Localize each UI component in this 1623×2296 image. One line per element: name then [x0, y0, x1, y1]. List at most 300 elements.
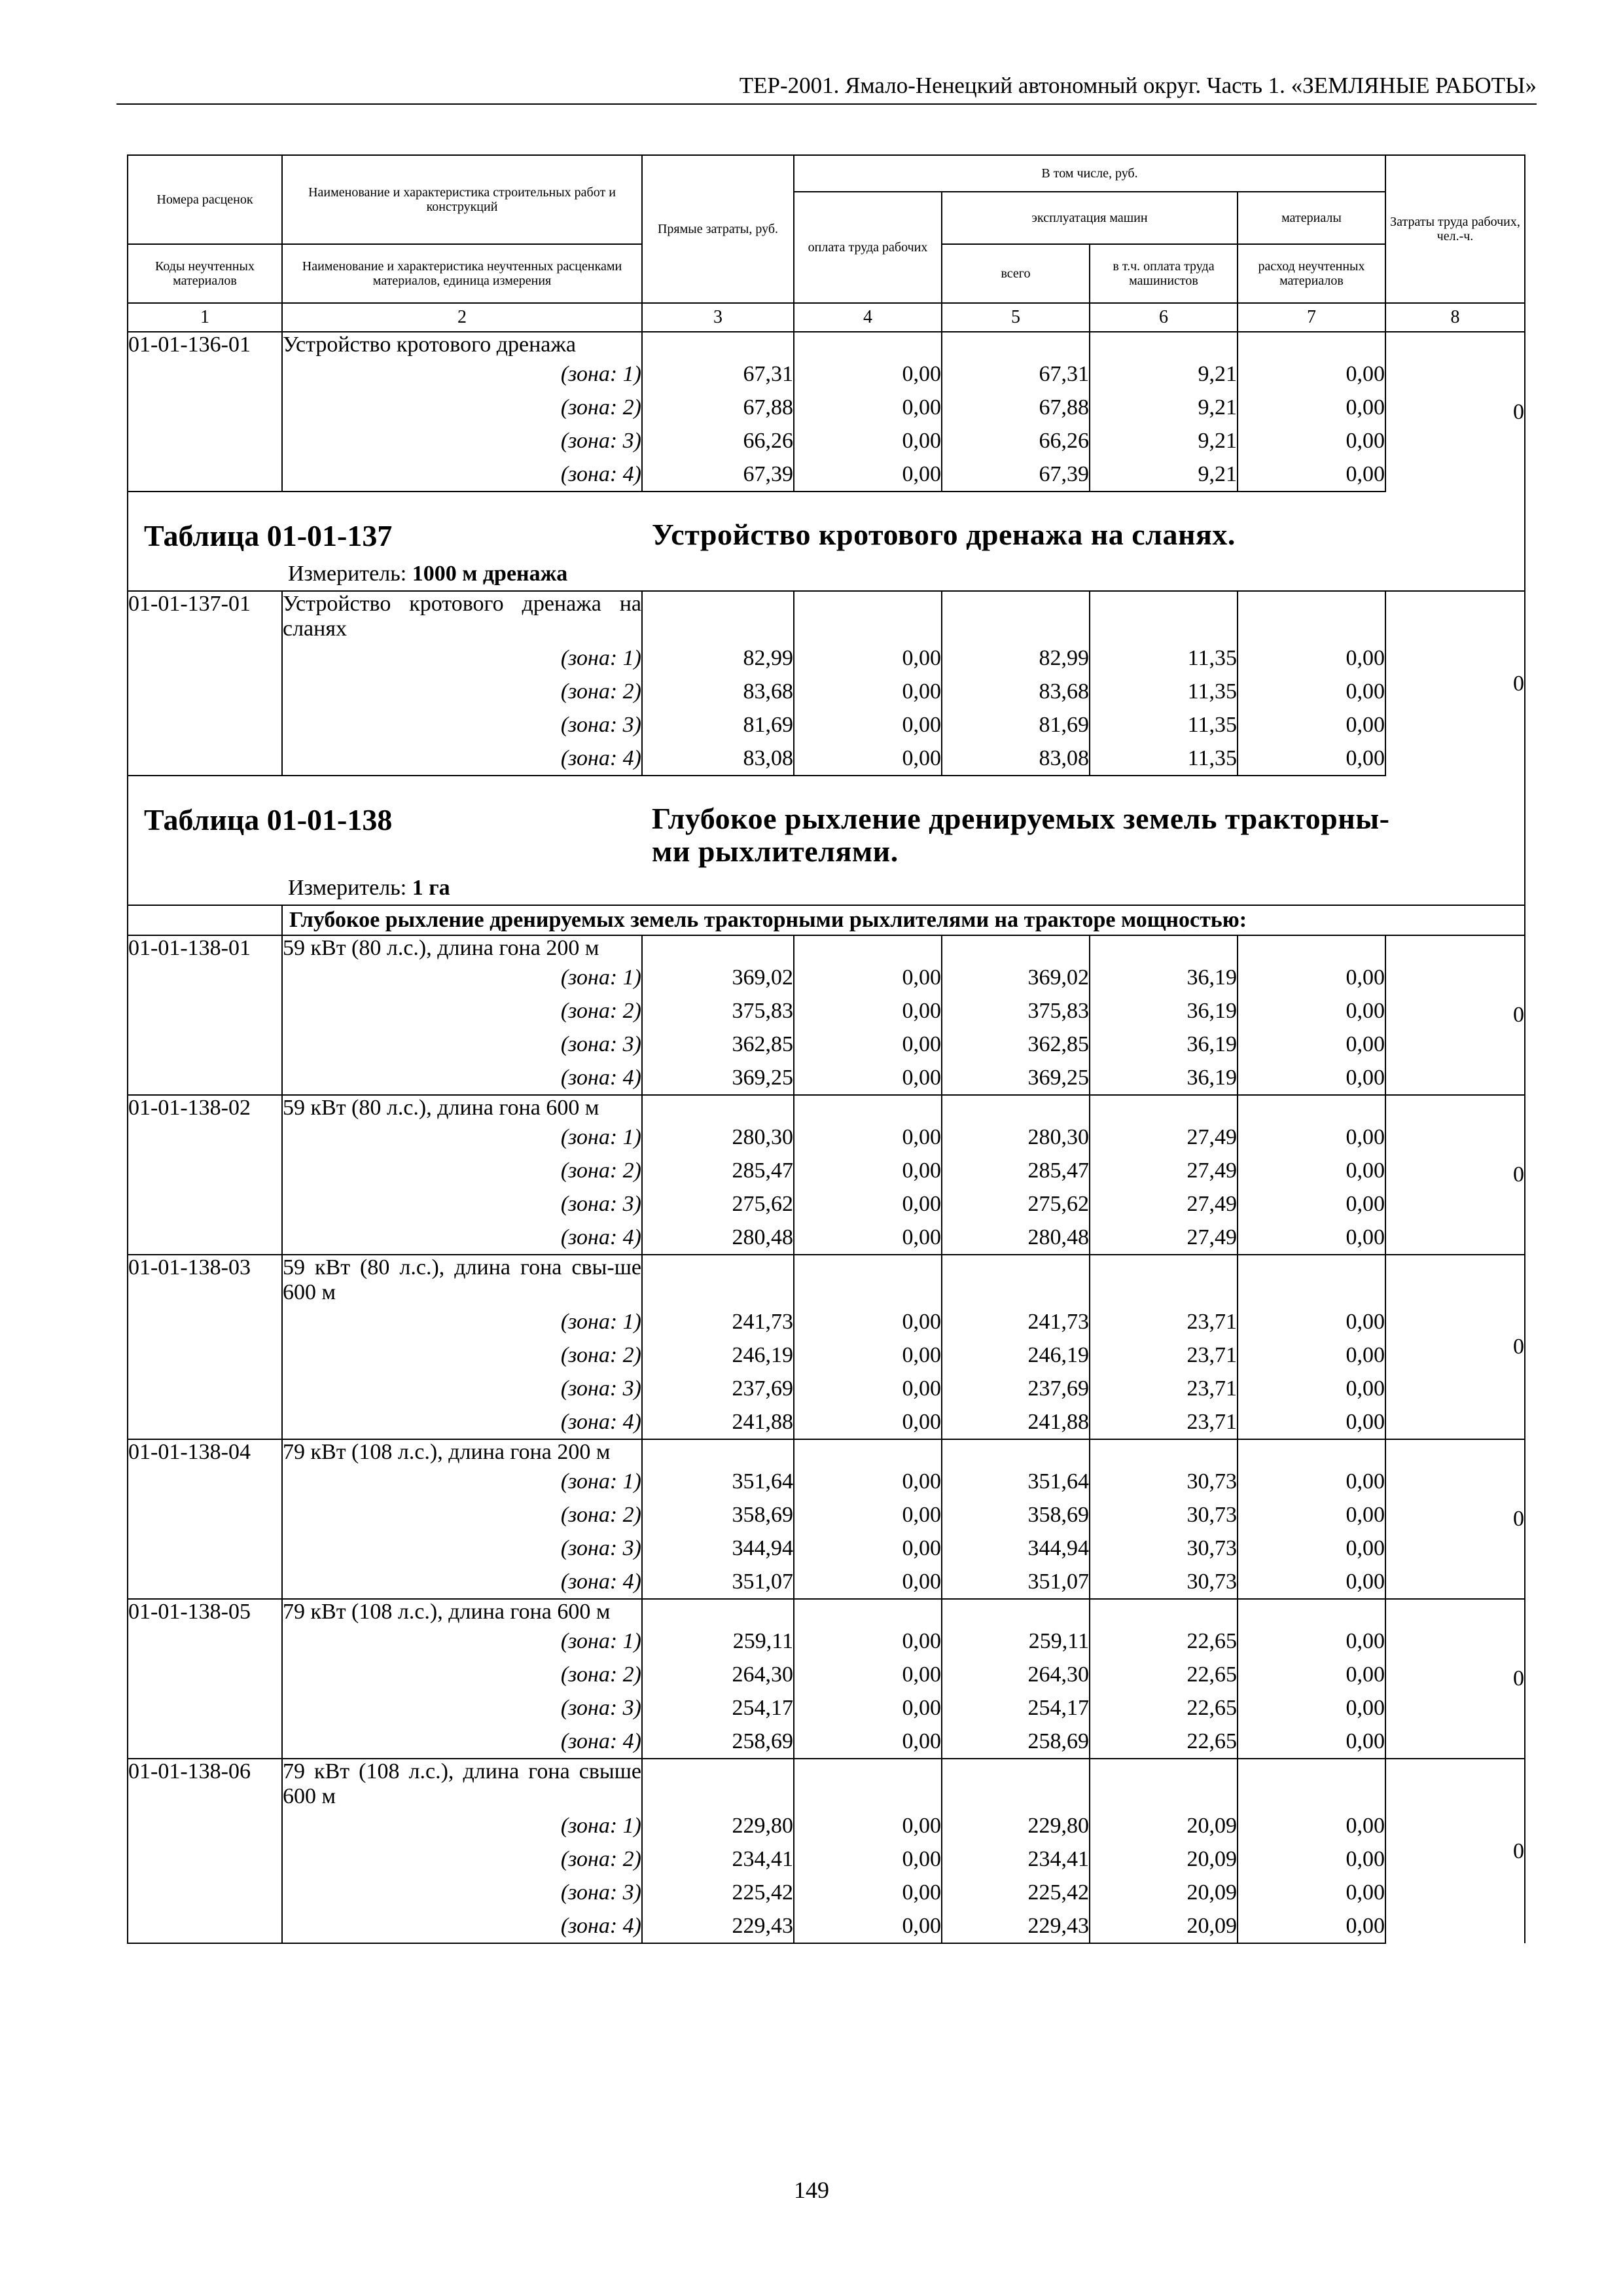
machines-operators-value: 11,35 — [1090, 708, 1238, 742]
machines-total-value: 241,88 — [942, 1405, 1090, 1439]
direct-costs-value: 241,88 — [642, 1405, 794, 1439]
machines-total-value: 67,88 — [942, 391, 1090, 424]
direct-costs-value: 82,99 — [642, 641, 794, 675]
zone-label: (зона: 4) — [282, 1909, 642, 1943]
machines-operators-value: 27,49 — [1090, 1121, 1238, 1154]
col-machines-operators-header: в т.ч. оплата труда машинистов — [1090, 244, 1238, 303]
running-header: ТЕР-2001. Ямало-Ненецкий автономный округ. Часть 1. «ЗЕМЛЯНЫЕ РАБОТЫ» — [116, 71, 1537, 105]
labor-pay-value: 0,00 — [794, 1624, 942, 1658]
machines-total-value: 344,94 — [942, 1532, 1090, 1565]
machines-total-value: 264,30 — [942, 1658, 1090, 1691]
rate-name: 79 кВт (108 л.с.), длина гона 600 м — [282, 1599, 642, 1624]
rates-table — [127, 154, 1525, 1944]
machines-operators-value: 9,21 — [1090, 457, 1238, 492]
labor-pay-value: 0,00 — [794, 994, 942, 1028]
materials-value: 0,00 — [1238, 708, 1385, 742]
empty-cell — [1238, 1759, 1385, 1809]
machines-operators-value: 9,21 — [1090, 357, 1238, 391]
machines-operators-value: 30,73 — [1090, 1532, 1238, 1565]
section-138-title: Глубокое рыхление дренируемых земель тракторны- ми рыхлителями. — [652, 802, 1390, 868]
table-header — [128, 155, 1525, 332]
rate-code: 01-01-138-01 — [128, 935, 282, 961]
col-unaccounted-materials-header: расход неучтенных материалов — [1238, 244, 1385, 303]
labor-costs-value: 0 — [1385, 591, 1525, 776]
empty-cell — [642, 1095, 794, 1121]
empty-code-cell — [128, 994, 282, 1028]
empty-code-cell — [128, 1465, 282, 1498]
empty-cell — [794, 935, 942, 961]
empty-code-cell — [128, 457, 282, 492]
empty-cell — [942, 591, 1090, 641]
col-number: 7 — [1238, 303, 1385, 332]
rate-code: 01-01-138-04 — [128, 1439, 282, 1465]
materials-value: 0,00 — [1238, 1842, 1385, 1876]
direct-costs-value: 351,07 — [642, 1565, 794, 1599]
machines-operators-value: 20,09 — [1090, 1876, 1238, 1909]
zone-row — [128, 742, 1525, 776]
empty-code-cell — [128, 1725, 282, 1759]
machines-operators-value: 20,09 — [1090, 1909, 1238, 1943]
labor-pay-value: 0,00 — [794, 1061, 942, 1095]
labor-costs-value: 0 — [1385, 1095, 1525, 1255]
empty-cell — [794, 1255, 942, 1305]
materials-value: 0,00 — [1238, 1061, 1385, 1095]
machines-operators-value: 30,73 — [1090, 1498, 1238, 1532]
rate-name: 59 кВт (80 л.с.), длина гона 200 м — [282, 935, 642, 961]
zone-label: (зона: 3) — [282, 1532, 642, 1565]
materials-value: 0,00 — [1238, 1498, 1385, 1532]
materials-value: 0,00 — [1238, 1809, 1385, 1842]
zone-label: (зона: 1) — [282, 1305, 642, 1338]
empty-code-cell — [128, 1498, 282, 1532]
materials-value: 0,00 — [1238, 1187, 1385, 1221]
machines-operators-value: 22,65 — [1090, 1725, 1238, 1759]
materials-value: 0,00 — [1238, 457, 1385, 492]
empty-code-cell — [128, 1532, 282, 1565]
machines-total-value: 358,69 — [942, 1498, 1090, 1532]
zone-label: (зона: 4) — [282, 1405, 642, 1439]
col-name-header: Наименование и характеристика строительных работ и конструкций — [282, 155, 642, 244]
empty-code-cell — [128, 1909, 282, 1943]
zone-row — [128, 675, 1525, 708]
rate-code: 01-01-136-01 — [128, 332, 282, 357]
zone-row — [128, 1465, 1525, 1498]
zone-row — [128, 357, 1525, 391]
section-138-label: Таблица 01-01-138 — [144, 803, 393, 836]
direct-costs-value: 229,80 — [642, 1809, 794, 1842]
materials-value: 0,00 — [1238, 1658, 1385, 1691]
section-138-header — [128, 776, 1525, 935]
col-codes-header: Коды неучтенных материалов — [128, 244, 282, 303]
zone-row — [128, 1121, 1525, 1154]
rate-name: 79 кВт (108 л.с.), длина гона 200 м — [282, 1439, 642, 1465]
machines-operators-value: 27,49 — [1090, 1221, 1238, 1255]
materials-value: 0,00 — [1238, 1305, 1385, 1338]
materials-value: 0,00 — [1238, 391, 1385, 424]
machines-total-value: 258,69 — [942, 1725, 1090, 1759]
zone-row — [128, 1842, 1525, 1876]
empty-cell — [794, 1095, 942, 1121]
machines-operators-value: 23,71 — [1090, 1405, 1238, 1439]
zone-label: (зона: 2) — [282, 675, 642, 708]
zone-row — [128, 1532, 1525, 1565]
direct-costs-value: 246,19 — [642, 1338, 794, 1372]
zone-label: (зона: 3) — [282, 1691, 642, 1725]
materials-value: 0,00 — [1238, 1909, 1385, 1943]
materials-value: 0,00 — [1238, 1465, 1385, 1498]
zone-label: (зона: 2) — [282, 1658, 642, 1691]
empty-code-cell — [128, 1028, 282, 1061]
zone-label: (зона: 2) — [282, 994, 642, 1028]
rows-138 — [128, 935, 1525, 1943]
labor-pay-value: 0,00 — [794, 641, 942, 675]
empty-cell — [1090, 1255, 1238, 1305]
zone-row — [128, 1061, 1525, 1095]
labor-costs-value: 0 — [1385, 1255, 1525, 1439]
machines-total-value: 229,80 — [942, 1809, 1090, 1842]
empty-code-cell — [128, 1624, 282, 1658]
labor-pay-value: 0,00 — [794, 1221, 942, 1255]
machines-total-value: 225,42 — [942, 1876, 1090, 1909]
zone-label: (зона: 1) — [282, 641, 642, 675]
rate-name: Устройство кротового дренажа на сланях — [283, 592, 641, 641]
direct-costs-value: 234,41 — [642, 1842, 794, 1876]
direct-costs-value: 358,69 — [642, 1498, 794, 1532]
col-labor-costs-header: Затраты труда рабочих, чел.-ч. — [1385, 155, 1525, 303]
zone-row — [128, 1658, 1525, 1691]
machines-total-value: 369,25 — [942, 1061, 1090, 1095]
empty-cell — [642, 1439, 794, 1465]
zone-label: (зона: 4) — [282, 457, 642, 492]
col-number: 3 — [642, 303, 794, 332]
group-heading: Глубокое рыхление дренируемых земель тракторными рыхлителями на тракторе мощностью: — [282, 905, 1525, 935]
machines-operators-value: 23,71 — [1090, 1305, 1238, 1338]
labor-pay-value: 0,00 — [794, 1405, 942, 1439]
section-137-header — [128, 492, 1525, 591]
machines-total-value: 81,69 — [942, 708, 1090, 742]
zone-row — [128, 1154, 1525, 1187]
labor-pay-value: 0,00 — [794, 1372, 942, 1405]
materials-value: 0,00 — [1238, 357, 1385, 391]
empty-cell — [942, 1439, 1090, 1465]
zone-row — [128, 1498, 1525, 1532]
empty-cell — [942, 1095, 1090, 1121]
empty-cell — [1238, 935, 1385, 961]
machines-total-value: 246,19 — [942, 1338, 1090, 1372]
zone-row — [128, 1691, 1525, 1725]
empty-code-cell — [128, 1221, 282, 1255]
empty-cell — [642, 332, 794, 357]
materials-value: 0,00 — [1238, 1372, 1385, 1405]
materials-value: 0,00 — [1238, 1532, 1385, 1565]
machines-operators-value: 27,49 — [1090, 1187, 1238, 1221]
direct-costs-value: 81,69 — [642, 708, 794, 742]
direct-costs-value: 369,25 — [642, 1061, 794, 1095]
machines-operators-value: 36,19 — [1090, 1028, 1238, 1061]
materials-value: 0,00 — [1238, 742, 1385, 776]
machines-total-value: 259,11 — [942, 1624, 1090, 1658]
empty-cell — [794, 1599, 942, 1624]
machines-total-value: 241,73 — [942, 1305, 1090, 1338]
zone-row — [128, 994, 1525, 1028]
direct-costs-value: 225,42 — [642, 1876, 794, 1909]
labor-costs-value: 0 — [1385, 1599, 1525, 1759]
rate-name: 59 кВт (80 л.с.), длина гона 600 м — [282, 1095, 642, 1121]
machines-operators-value: 22,65 — [1090, 1658, 1238, 1691]
col-number: 2 — [282, 303, 642, 332]
machines-total-value: 351,07 — [942, 1565, 1090, 1599]
empty-code-cell — [128, 1154, 282, 1187]
zone-row — [128, 1372, 1525, 1405]
zone-row — [128, 1876, 1525, 1909]
direct-costs-value: 280,30 — [642, 1121, 794, 1154]
empty-code-cell — [128, 1305, 282, 1338]
zone-label: (зона: 1) — [282, 1624, 642, 1658]
machines-operators-value: 9,21 — [1090, 424, 1238, 457]
machines-operators-value: 30,73 — [1090, 1465, 1238, 1498]
zone-label: (зона: 1) — [282, 1809, 642, 1842]
zone-row — [128, 1565, 1525, 1599]
rate-row — [128, 1255, 1525, 1305]
rate-row — [128, 332, 1525, 357]
zone-row — [128, 1338, 1525, 1372]
col-machines-total-header: всего — [942, 244, 1090, 303]
zone-row — [128, 391, 1525, 424]
rate-code: 01-01-138-03 — [128, 1255, 282, 1305]
empty-cell — [642, 1255, 794, 1305]
materials-value: 0,00 — [1238, 1876, 1385, 1909]
zone-label: (зона: 1) — [282, 357, 642, 391]
empty-cell — [1238, 591, 1385, 641]
col-number: 6 — [1090, 303, 1238, 332]
rate-row — [128, 591, 1525, 641]
zone-label: (зона: 4) — [282, 1565, 642, 1599]
labor-pay-value: 0,00 — [794, 424, 942, 457]
empty-cell — [794, 591, 942, 641]
machines-total-value: 275,62 — [942, 1187, 1090, 1221]
labor-pay-value: 0,00 — [794, 1028, 942, 1061]
materials-value: 0,00 — [1238, 994, 1385, 1028]
direct-costs-value: 344,94 — [642, 1532, 794, 1565]
labor-pay-value: 0,00 — [794, 1658, 942, 1691]
labor-pay-value: 0,00 — [794, 1121, 942, 1154]
labor-pay-value: 0,00 — [794, 391, 942, 424]
section-137-meter: Измеритель: 1000 м дренажа — [288, 562, 568, 586]
rows-137 — [128, 591, 1525, 776]
zone-label: (зона: 1) — [282, 1465, 642, 1498]
labor-costs-value: 0 — [1385, 935, 1525, 1095]
empty-cell — [942, 1599, 1090, 1624]
direct-costs-value: 258,69 — [642, 1725, 794, 1759]
labor-costs-value: 0 — [1385, 1439, 1525, 1599]
materials-value: 0,00 — [1238, 675, 1385, 708]
section-137-label: Таблица 01-01-137 — [144, 519, 393, 552]
zone-row — [128, 1809, 1525, 1842]
col-direct-costs-header: Прямые затраты, руб. — [642, 155, 794, 303]
machines-operators-value: 11,35 — [1090, 742, 1238, 776]
labor-pay-value: 0,00 — [794, 1725, 942, 1759]
machines-operators-value: 36,19 — [1090, 994, 1238, 1028]
empty-code-cell — [128, 708, 282, 742]
empty-code-cell — [128, 391, 282, 424]
labor-pay-value: 0,00 — [794, 708, 942, 742]
zone-label: (зона: 2) — [282, 1338, 642, 1372]
empty-cell — [942, 332, 1090, 357]
empty-cell — [642, 591, 794, 641]
empty-code-cell — [128, 1338, 282, 1372]
direct-costs-value: 254,17 — [642, 1691, 794, 1725]
col-machines-header: эксплуатация машин — [942, 192, 1238, 244]
zone-label: (зона: 3) — [282, 1187, 642, 1221]
machines-operators-value: 22,65 — [1090, 1624, 1238, 1658]
zone-row — [128, 1305, 1525, 1338]
zone-label: (зона: 1) — [282, 961, 642, 994]
materials-value: 0,00 — [1238, 1405, 1385, 1439]
empty-cell — [1090, 332, 1238, 357]
empty-code-cell — [128, 1842, 282, 1876]
empty-cell — [1090, 1599, 1238, 1624]
col-rate-numbers-header: Номера расценок — [128, 155, 282, 244]
labor-pay-value: 0,00 — [794, 675, 942, 708]
labor-pay-value: 0,00 — [794, 1532, 942, 1565]
materials-value: 0,00 — [1238, 1154, 1385, 1187]
empty-code-cell — [128, 641, 282, 675]
col-number: 5 — [942, 303, 1090, 332]
direct-costs-value: 280,48 — [642, 1221, 794, 1255]
direct-costs-value: 259,11 — [642, 1624, 794, 1658]
rate-row — [128, 1439, 1525, 1465]
materials-value: 0,00 — [1238, 641, 1385, 675]
section-138-meter: Измеритель: 1 га — [288, 876, 450, 900]
rate-code: 01-01-138-02 — [128, 1095, 282, 1121]
materials-value: 0,00 — [1238, 1121, 1385, 1154]
machines-operators-value: 9,21 — [1090, 391, 1238, 424]
empty-cell — [1090, 591, 1238, 641]
labor-costs-value: 0 — [1385, 332, 1525, 492]
empty-code-cell — [128, 357, 282, 391]
direct-costs-value: 275,62 — [642, 1187, 794, 1221]
empty-code-cell — [128, 1372, 282, 1405]
machines-total-value: 83,68 — [942, 675, 1090, 708]
materials-value: 0,00 — [1238, 1725, 1385, 1759]
labor-pay-value: 0,00 — [794, 357, 942, 391]
empty-cell — [1090, 935, 1238, 961]
empty-cell — [1238, 1255, 1385, 1305]
machines-total-value: 83,08 — [942, 742, 1090, 776]
empty-cell — [1090, 1095, 1238, 1121]
machines-total-value: 82,99 — [942, 641, 1090, 675]
materials-value: 0,00 — [1238, 1221, 1385, 1255]
labor-pay-value: 0,00 — [794, 1809, 942, 1842]
empty-cell — [794, 332, 942, 357]
machines-total-value: 285,47 — [942, 1154, 1090, 1187]
labor-pay-value: 0,00 — [794, 1154, 942, 1187]
zone-label: (зона: 4) — [282, 1725, 642, 1759]
rate-name: 59 кВт (80 л.с.), длина гона свы-ше 600 м — [283, 1255, 641, 1304]
zone-label: (зона: 3) — [282, 1372, 642, 1405]
empty-code-cell — [128, 1565, 282, 1599]
empty-cell — [1238, 1599, 1385, 1624]
machines-total-value: 67,39 — [942, 457, 1090, 492]
zone-label: (зона: 4) — [282, 1061, 642, 1095]
machines-operators-value: 11,35 — [1090, 641, 1238, 675]
machines-operators-value: 20,09 — [1090, 1842, 1238, 1876]
direct-costs-value: 375,83 — [642, 994, 794, 1028]
rate-row — [128, 1599, 1525, 1624]
machines-operators-value: 36,19 — [1090, 961, 1238, 994]
materials-value: 0,00 — [1238, 1691, 1385, 1725]
direct-costs-value: 67,39 — [642, 457, 794, 492]
zone-label: (зона: 4) — [282, 742, 642, 776]
direct-costs-value: 362,85 — [642, 1028, 794, 1061]
col-number: 1 — [128, 303, 282, 332]
labor-pay-value: 0,00 — [794, 1691, 942, 1725]
zone-label: (зона: 2) — [282, 1842, 642, 1876]
labor-pay-value: 0,00 — [794, 1498, 942, 1532]
materials-value: 0,00 — [1238, 961, 1385, 994]
direct-costs-value: 264,30 — [642, 1658, 794, 1691]
empty-code-cell — [128, 1121, 282, 1154]
materials-value: 0,00 — [1238, 1624, 1385, 1658]
machines-total-value: 254,17 — [942, 1691, 1090, 1725]
empty-cell — [642, 1599, 794, 1624]
machines-operators-value: 11,35 — [1090, 675, 1238, 708]
empty-code-cell — [128, 1061, 282, 1095]
col-number: 4 — [794, 303, 942, 332]
direct-costs-value: 67,31 — [642, 357, 794, 391]
machines-operators-value: 27,49 — [1090, 1154, 1238, 1187]
machines-total-value: 362,85 — [942, 1028, 1090, 1061]
zone-label: (зона: 2) — [282, 1498, 642, 1532]
section-137-title: Устройство кротового дренажа на сланях. — [652, 518, 1236, 551]
materials-value: 0,00 — [1238, 1565, 1385, 1599]
machines-total-value: 237,69 — [942, 1372, 1090, 1405]
empty-cell — [942, 1255, 1090, 1305]
zone-row — [128, 1221, 1525, 1255]
direct-costs-value: 237,69 — [642, 1372, 794, 1405]
rate-code: 01-01-138-05 — [128, 1599, 282, 1624]
zone-label: (зона: 4) — [282, 1221, 642, 1255]
rate-row — [128, 935, 1525, 961]
machines-total-value: 234,41 — [942, 1842, 1090, 1876]
labor-pay-value: 0,00 — [794, 1338, 942, 1372]
direct-costs-value: 351,64 — [642, 1465, 794, 1498]
materials-value: 0,00 — [1238, 1338, 1385, 1372]
labor-costs-value: 0 — [1385, 1759, 1525, 1943]
labor-pay-value: 0,00 — [794, 961, 942, 994]
machines-total-value: 369,02 — [942, 961, 1090, 994]
zone-row — [128, 1725, 1525, 1759]
zone-row — [128, 641, 1525, 675]
labor-pay-value: 0,00 — [794, 1465, 942, 1498]
empty-code-cell — [128, 424, 282, 457]
rows-top — [128, 332, 1525, 492]
zone-row — [128, 961, 1525, 994]
machines-operators-value: 36,19 — [1090, 1061, 1238, 1095]
direct-costs-value: 241,73 — [642, 1305, 794, 1338]
empty-cell — [1090, 1439, 1238, 1465]
direct-costs-value: 285,47 — [642, 1154, 794, 1187]
col-number: 8 — [1385, 303, 1525, 332]
zone-label: (зона: 3) — [282, 1028, 642, 1061]
labor-pay-value: 0,00 — [794, 457, 942, 492]
zone-label: (зона: 1) — [282, 1121, 642, 1154]
labor-pay-value: 0,00 — [794, 1876, 942, 1909]
empty-cell — [642, 1759, 794, 1809]
direct-costs-value: 66,26 — [642, 424, 794, 457]
direct-costs-value: 369,02 — [642, 961, 794, 994]
machines-operators-value: 23,71 — [1090, 1338, 1238, 1372]
